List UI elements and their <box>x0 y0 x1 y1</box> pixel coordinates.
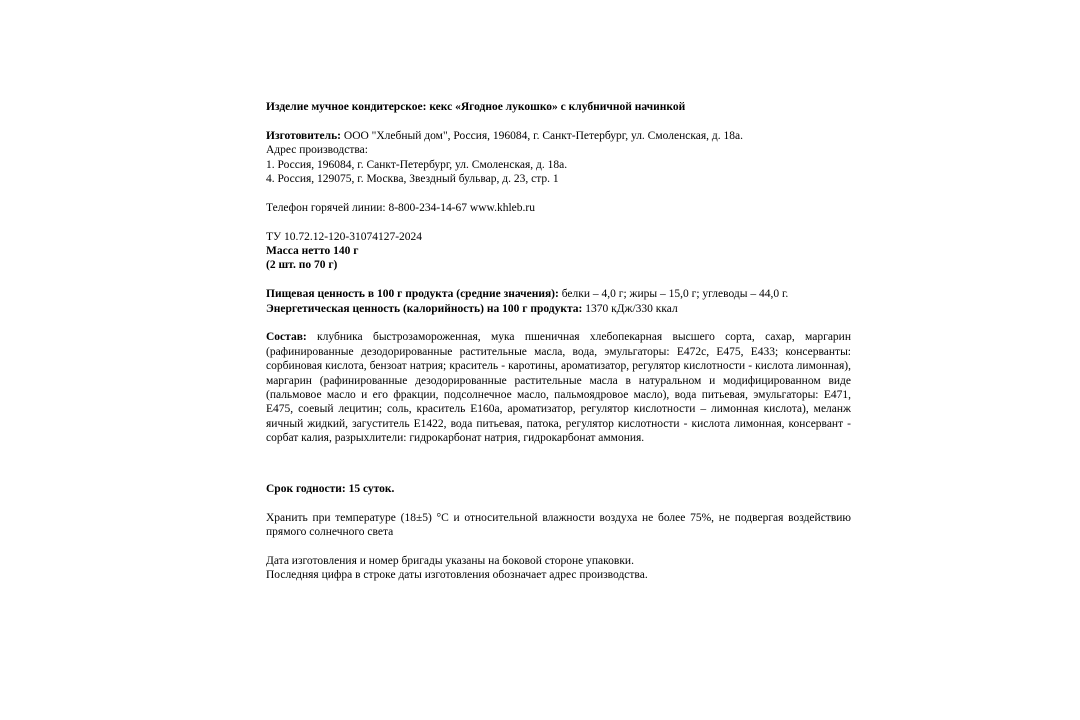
spacer <box>266 446 851 468</box>
energy-value: 1370 кДж/330 ккал <box>582 302 678 315</box>
technical-standard: ТУ 10.72.12-120-31074127-2024 <box>266 230 423 243</box>
spacer <box>266 540 851 554</box>
net-mass: Масса нетто 140 г <box>266 245 359 258</box>
composition-paragraph <box>266 330 851 445</box>
manufacturer-value: ООО "Хлебный дом", Россия, 196084, г. Санкт-Петербург, ул. Смоленская, д. 18а. <box>341 129 743 142</box>
energy-label: Энергетическая ценность (калорийность) на 100 г продукта: <box>266 302 583 315</box>
composition-text: клубника быстрозамороженная, мука пшеничная хлебопекарная высшего сорта, сахар, маргарин (рафинированные дезодорированные растительные масла, вода, эмульгаторы: Е472с, Е475, Е433; консерванты: сорбиновая кислота, бензоат натрия; краситель - каротины, ароматизатор, регулятор кислотности - кислота лимонная), маргарин (рафинированные дезодорированные растительные масла в натуральном и модифицированном виде (пальмовое масло и его фракции, подсолнечное масло, пальмоядровое масло), вода питьевая, эмульгаторы: Е471, Е475, соевый лецитин; соль, краситель Е160а, ароматизатор, регулятор кислотности – лимонная кислота), меланж яичный жидкий, загуститель Е1422, вода питьевая, патока, регулятор кислотности - кислота лимонная, консервант - сорбат калия, разрыхлители: гидрокарбонат натрия, гидрокарбонат аммония. <box>266 331 851 445</box>
production-date-note: Дата изготовления и номер бригады указаны на боковой стороне упаковки. <box>266 555 634 568</box>
nutrition-line <box>266 287 851 301</box>
manufacturer-line <box>266 129 851 143</box>
production-address-4: 4. Россия, 129075, г. Москва, Звездный бульвар, д. 23, стр. 1 <box>266 173 559 186</box>
spacer <box>266 496 851 510</box>
spacer <box>266 468 851 482</box>
manufacturer-label: Изготовитель: <box>266 129 342 142</box>
spacer <box>266 316 851 330</box>
spacer <box>266 114 851 128</box>
label-document <box>266 100 851 583</box>
spacer <box>266 273 851 287</box>
nutrition-value: белки – 4,0 г; жиры – 15,0 г; углеводы – 44,0 г. <box>558 288 789 301</box>
spacer <box>266 186 851 200</box>
pieces-count: (2 шт. по 70 г) <box>266 259 338 272</box>
storage-conditions: Хранить при температуре (18±5) °С и относительной влажности воздуха не более 75%, не подвергая воздействию прямого солнечного света <box>266 511 851 539</box>
composition-label: Состав: <box>266 331 307 344</box>
product-title: Изделие мучное кондитерское: кекс «Ягодное лукошко» с клубничной начинкой <box>266 101 686 113</box>
hotline-line: Телефон горячей линии: 8-800-234-14-67 www.khleb.ru <box>266 201 535 214</box>
production-address-note: Последняя цифра в строке даты изготовления обозначает адрес производства. <box>266 569 648 582</box>
nutrition-label: Пищевая ценность в 100 г продукта (средние значения): <box>266 288 559 301</box>
shelf-life: Срок годности: 15 суток. <box>266 483 395 496</box>
production-address-1: 1. Россия, 196084, г. Санкт-Петербург, ул. Смоленская, д. 18а. <box>266 158 568 171</box>
energy-line <box>266 302 851 316</box>
production-address-heading: Адрес производства: <box>266 144 368 157</box>
spacer <box>266 215 851 229</box>
